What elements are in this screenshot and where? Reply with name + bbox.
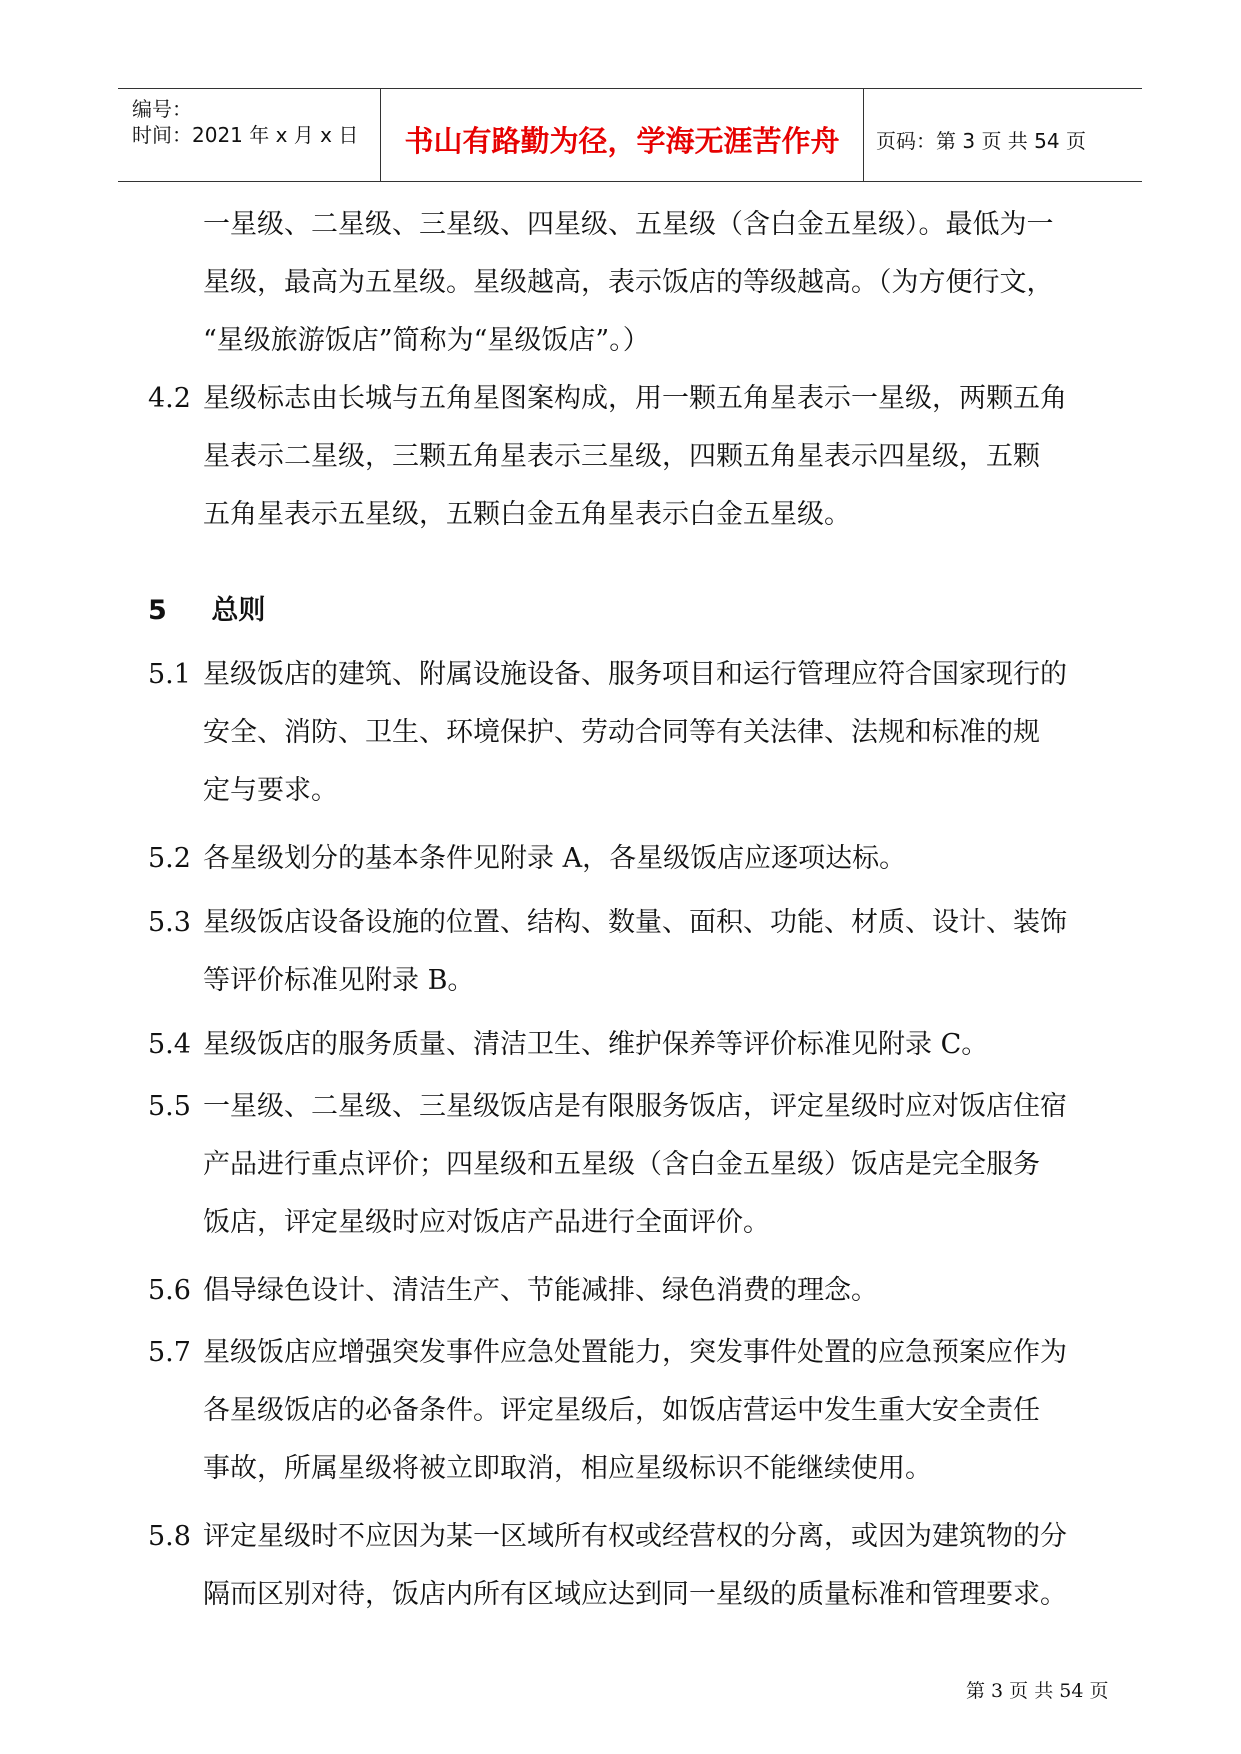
time-label: 时间：2021 年 x 月 x 日 (132, 123, 359, 147)
clause-text (203, 894, 1113, 1010)
clause-text (203, 1016, 1113, 1074)
text-line: 星级饭店应增强突发事件应急处置能力，突发事件处置的应急预案应作为 (203, 1337, 1067, 1368)
motto: 书山有路勤为径，学海无涯苦作舟 (404, 124, 840, 158)
page-label: 页码：第 3 页 共 54 页 (876, 129, 1086, 153)
clause-number: 5.2 (148, 843, 191, 874)
text-line: 星级标志由长城与五角星图案构成，用一颗五角星表示一星级，两颗五角 (203, 383, 1067, 414)
section-title: 总则 (211, 595, 266, 626)
clause-number: 5.5 (148, 1091, 191, 1122)
text-line: 星级，最高为五星级。星级越高，表示饭店的等级越高。（为方便行文， (203, 267, 1054, 298)
text-line: 星表示二星级，三颗五角星表示三星级，四颗五角星表示四星级，五颗 (203, 441, 1040, 472)
clause-number: 5.6 (148, 1275, 191, 1306)
intro-text (203, 196, 1113, 370)
text-line: 一星级、二星级、三星级、四星级、五星级（含白金五星级）。最低为一 (203, 209, 1054, 240)
text-line: 星级饭店设备设施的位置、结构、数量、面积、功能、材质、设计、装饰 (203, 907, 1067, 938)
text-line: 五角星表示五星级，五颗白金五角星表示白金五星级。 (203, 499, 851, 530)
text-line: 一星级、二星级、三星级饭店是有限服务饭店，评定星级时应对饭店住宿 (203, 1091, 1067, 1122)
text-line: 安全、消防、卫生、环境保护、劳动合同等有关法律、法规和标准的规 (203, 717, 1040, 748)
text-line: “星级旅游饭店”简称为“星级饭店”。） (203, 325, 650, 356)
clause-text (203, 830, 1113, 888)
text-line: 倡导绿色设计、清洁生产、节能减排、绿色消费的理念。 (203, 1275, 878, 1306)
clause-number: 5.4 (148, 1029, 191, 1060)
section-heading (148, 588, 265, 627)
text-line: 星级饭店的建筑、附属设施设备、服务项目和运行管理应符合国家现行的 (203, 659, 1067, 690)
clause-text (203, 646, 1113, 820)
page-footer: 第 3 页 共 54 页 (966, 1680, 1109, 1702)
clause-text (203, 370, 1113, 544)
page-header (118, 88, 1142, 182)
header-motto-cell (380, 89, 864, 181)
clause-number: 5.1 (148, 659, 191, 690)
text-line: 产品进行重点评价；四星级和五星级（含白金五星级）饭店是完全服务 (203, 1149, 1040, 1180)
section-number: 5 (148, 595, 167, 626)
text-line: 事故，所属星级将被立即取消，相应星级标识不能继续使用。 (203, 1453, 932, 1484)
header-left-cell (118, 89, 380, 181)
text-line: 饭店，评定星级时应对饭店产品进行全面评价。 (203, 1207, 770, 1238)
clause-number: 4.2 (148, 383, 191, 414)
text-line: 隔而区别对待，饭店内所有区域应达到同一星级的质量标准和管理要求。 (203, 1579, 1067, 1610)
clause-text (203, 1508, 1113, 1624)
text-line: 各星级饭店的必备条件。评定星级后，如饭店营运中发生重大安全责任 (203, 1395, 1040, 1426)
text-line: 等评价标准见附录 B。 (203, 965, 475, 996)
header-right-cell (864, 89, 1142, 181)
clause-text (203, 1078, 1113, 1252)
text-line: 评定星级时不应因为某一区域所有权或经营权的分离，或因为建筑物的分 (203, 1521, 1067, 1552)
clause-number: 5.3 (148, 907, 191, 938)
text-line: 星级饭店的服务质量、清洁卫生、维护保养等评价标准见附录 C。 (203, 1029, 989, 1060)
clause-text (203, 1324, 1113, 1498)
clause-number: 5.7 (148, 1337, 191, 1368)
number-label: 编号： (132, 97, 192, 121)
text-line: 各星级划分的基本条件见附录 A，各星级饭店应逐项达标。 (203, 843, 907, 874)
text-line: 定与要求。 (203, 775, 338, 806)
clause-number: 5.8 (148, 1521, 191, 1552)
clause-text (203, 1262, 1113, 1320)
